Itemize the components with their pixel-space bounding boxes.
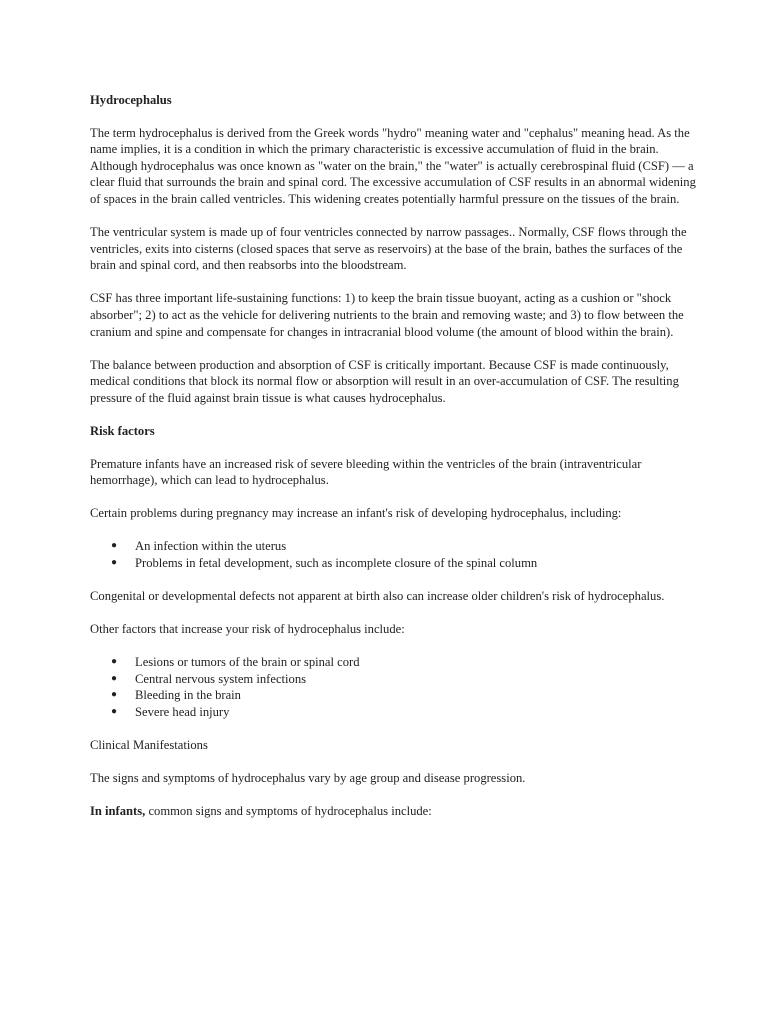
document-title: Hydrocephalus	[90, 93, 172, 107]
premature-paragraph: Premature infants have an increased risk of severe bleeding within the ventricles of the brain (intraventricular hemorrhage), which can lead to hydrocephalus.	[90, 456, 642, 488]
risk-factors-heading: Risk factors	[90, 423, 155, 438]
bullet-icon: ●	[111, 705, 118, 717]
list-item-text: Severe head injury	[135, 704, 230, 719]
pregnancy-paragraph: Certain problems during pregnancy may increase an infant's risk of developing hydrocephalus, including:	[90, 506, 622, 521]
infants-paragraph	[90, 803, 698, 820]
intro-paragraph-1: The term hydrocephalus is derived from the Greek words "hydro" meaning water and "cephalus" meaning head. As the name implies, it is a condition in which the primary characteristic is excessive accumulation of fluid in the brain. Although hydrocephalus was once known as "water on the brain," the "water" is actually cerebrospinal fluid (CSF) — a clear fluid that surrounds the brain and spinal cord. The excessive accumulation of CSF results in an abnormal widening of spaces in the brain called ventricles. This widening creates potentially harmful pressure on the tissues of the brain.	[90, 125, 696, 206]
intro-paragraph-4: The balance between production and absorption of CSF is critically important. Because CSF is made continuously, medical conditions that block its normal flow or absorption will result in an over-accumulation of CSF. The resulting pressure of the fluid against brain tissue is what causes hydrocephalus.	[90, 357, 679, 405]
list-item-text: Bleeding in the brain	[135, 688, 241, 703]
list-item-text: Central nervous system infections	[135, 671, 307, 686]
signs-paragraph: The signs and symptoms of hydrocephalus vary by age group and disease progression.	[90, 770, 526, 785]
list-item	[111, 671, 698, 688]
bullet-icon: ●	[111, 656, 118, 668]
clinical-manifestations-heading: Clinical Manifestations	[90, 738, 208, 753]
list-item	[111, 704, 698, 721]
list-item-text: Problems in fetal development, such as incomplete closure of the spinal column	[135, 555, 538, 570]
intro-paragraph-2: The ventricular system is made up of four ventricles connected by narrow passages.. Normally, CSF flows through the ventricles, exits into cisterns (closed spaces that serve as reservoirs) at the base of the brain, bathes the surfaces of the brain and spinal cord, and then reabsorbs into the bloodstream.	[90, 225, 687, 273]
list-item	[111, 687, 698, 704]
list-item	[111, 654, 698, 671]
infants-text: common signs and symptoms of hydrocephalus include:	[145, 803, 432, 818]
bullet-icon: ●	[111, 540, 118, 552]
infants-lead: In infants,	[90, 803, 146, 818]
list-item-text: An infection within the uterus	[135, 539, 287, 554]
bullet-icon: ●	[111, 689, 118, 701]
list-item	[111, 538, 698, 555]
list-item	[111, 555, 698, 572]
bullet-icon: ●	[111, 556, 118, 568]
list-item-text: Lesions or tumors of the brain or spinal cord	[135, 655, 360, 670]
pregnancy-list	[90, 538, 698, 571]
bullet-icon: ●	[111, 672, 118, 684]
congenital-paragraph: Congenital or developmental defects not apparent at birth also can increase older children's risk of hydrocephalus.	[90, 588, 665, 603]
intro-paragraph-3: CSF has three important life-sustaining functions: 1) to keep the brain tissue buoyant, acting as a cushion or "shock absorber"; 2) to act as the vehicle for delivering nutrients to the brain and removing waste; and 3) to flow between the cranium and spine and compensate for changes in intracranial blood volume (the amount of blood within the brain).	[90, 291, 684, 339]
other-factors-list	[90, 654, 698, 720]
other-factors-paragraph: Other factors that increase your risk of hydrocephalus include:	[90, 622, 405, 637]
